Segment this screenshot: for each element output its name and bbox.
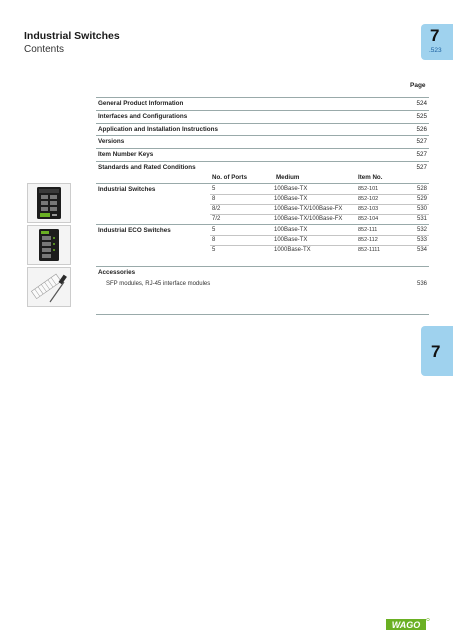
- toc-entry-label: Versions: [98, 138, 125, 146]
- table-row[interactable]: [210, 245, 429, 255]
- industrial-switch-image: [27, 183, 71, 223]
- group-industrial-switches: [96, 183, 429, 224]
- medium-cell: 1000Base-TX: [274, 246, 311, 253]
- accessories-label: Accessories: [98, 269, 136, 276]
- item-cell: 852-111: [358, 226, 378, 233]
- accessories-section[interactable]: [96, 266, 429, 315]
- item-cell: 852-102: [358, 195, 379, 202]
- ports-cell: 5: [212, 246, 216, 253]
- medium-cell: 100Base-TX/100Base-FX: [274, 215, 343, 222]
- accessories-image: [27, 267, 71, 307]
- page-cell: 533: [416, 236, 427, 243]
- toc-entry[interactable]: [96, 135, 429, 148]
- page-cell: 531: [416, 215, 427, 222]
- toc-entry[interactable]: [96, 97, 429, 110]
- item-cell: 852-104: [358, 215, 379, 222]
- group-eco-switches: [96, 224, 429, 257]
- toc-entry[interactable]: [96, 123, 429, 136]
- medium-cell: 100Base-TX/100Base-FX: [274, 205, 343, 212]
- toc-entry-page: 527: [416, 151, 427, 159]
- page-column-header: Page: [410, 82, 426, 89]
- toc: [96, 97, 429, 174]
- item-cell: 852-103: [358, 205, 379, 212]
- chapter-side-tab[interactable]: [421, 326, 453, 376]
- toc-entry-label: Application and Installation Instructions: [98, 125, 218, 133]
- toc-entry[interactable]: [96, 148, 429, 161]
- page-cell: 534: [416, 246, 427, 253]
- medium-cell: 100Base-TX: [274, 236, 308, 243]
- logo-text: WAGO: [391, 620, 421, 630]
- ports-cell: 8: [212, 195, 216, 202]
- toc-entry-page: 525: [416, 112, 427, 120]
- toc-entry-label: Interfaces and Configurations: [98, 112, 188, 120]
- toc-entry-page: 524: [416, 100, 427, 107]
- group-label: Industrial Switches: [98, 186, 156, 193]
- item-cell: 852-101: [358, 185, 379, 192]
- page-cell: 528: [416, 185, 427, 192]
- ports-cell: 5: [212, 185, 216, 192]
- toc-entry[interactable]: [96, 110, 429, 123]
- ports-cell: 8/2: [212, 205, 221, 212]
- eco-switch-image: [27, 225, 71, 265]
- item-cell: 852-112: [358, 236, 378, 243]
- ports-cell: 5: [212, 226, 216, 233]
- item-cell: 852-1111: [358, 246, 381, 253]
- chapter-side-number: 7: [431, 342, 441, 361]
- chapter-tab: [421, 24, 453, 60]
- toc-entry[interactable]: [96, 161, 429, 174]
- accessories-description: SFP modules, RJ-45 interface modules: [106, 281, 211, 287]
- medium-cell: 100Base-TX: [274, 185, 308, 192]
- medium-cell: 100Base-TX: [274, 226, 308, 233]
- group-label: Industrial ECO Switches: [98, 227, 171, 234]
- toc-entry-label: Standards and Rated Conditions: [98, 163, 196, 171]
- page-cell: 529: [416, 195, 427, 202]
- page-cell: 532: [416, 226, 427, 233]
- toc-entry-label: Item Number Keys: [98, 151, 154, 159]
- toc-entry-label: General Product Information: [98, 100, 184, 107]
- col-header-ports: No. of Ports: [212, 174, 248, 181]
- toc-entry-page: 526: [416, 125, 427, 133]
- page-number: .523: [429, 47, 442, 54]
- table-row[interactable]: [210, 214, 429, 224]
- toc-entry-page: 527: [416, 138, 427, 146]
- ports-cell: 8: [212, 236, 216, 243]
- accessories-page: 536: [416, 281, 427, 287]
- medium-cell: 100Base-TX: [274, 195, 308, 202]
- page-title: Industrial Switches: [24, 30, 120, 42]
- page-subtitle: Contents: [24, 44, 65, 55]
- col-header-medium: Medium: [276, 174, 300, 181]
- chapter-number: 7: [430, 26, 440, 45]
- ports-cell: 7/2: [212, 215, 221, 222]
- col-header-item: Item No.: [358, 174, 383, 181]
- page-cell: 530: [416, 205, 427, 212]
- toc-entry-page: 527: [416, 163, 427, 171]
- wago-logo: [386, 617, 430, 636]
